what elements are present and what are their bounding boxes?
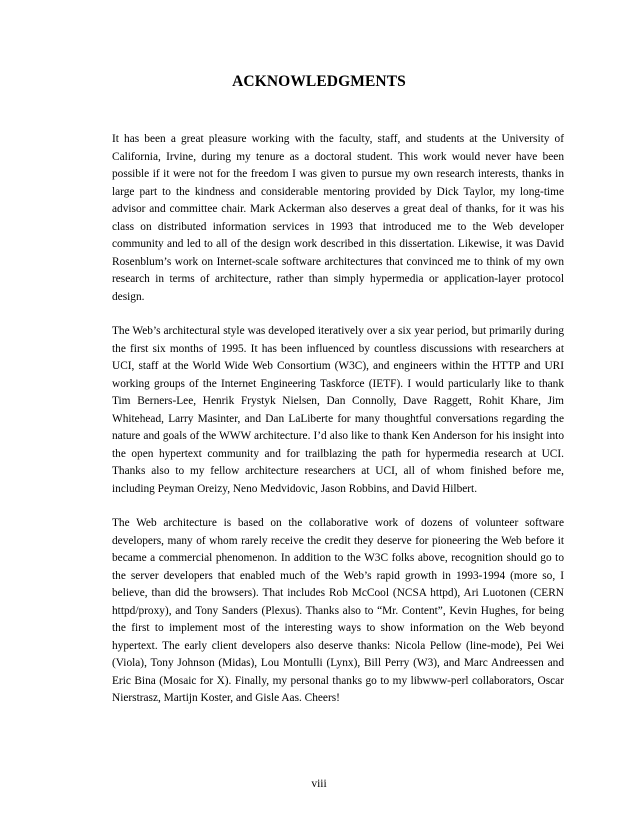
paragraph-web-architecture-contributors: The Web’s architectural style was developed iteratively over a six year period, but primarily during the first six months of 1995. It has been influenced by countless discussions with researchers at UCI, staff at the World Wide Web Consortium (W3C), and engineers within the HTTP and URI working groups of the Internet Engineering Taskforce (IETF). I would particularly like to thank Tim Berners-Lee, Henrik Frystyk Nielsen, Dan Connolly, Dave Raggett, Rohit Khare, Jim Whitehead, Larry Masinter, and Dan LaLiberte for many thoughtful conversations regarding the nature and goals of the WWW architecture. I’d also like to thank Ken Anderson for his insight into the open hypertext community and for trailblazing the path for hypermedia research at UCI. Thanks also to my fellow architecture researchers at UCI, all of whom finished before me, including Peyman Oreizy, Neno Medvidovic, Jason Robbins, and David Hilbert.	[112, 325, 564, 495]
paragraph-volunteer-developers: The Web architecture is based on the collaborative work of dozens of volunteer software developers, many of whom rarely receive the credit they deserve for pioneering the Web before it became a commercial phenomenon. In addition to the W3C folks above, recognition should go to the server developers that enabled much of the Web’s rapid growth in 1993-1994 (more so, I believe, than did the browsers). That includes Rob McCool (NCSA httpd), Ari Luotonen (CERN httpd/proxy), and Tony Sanders (Plexus). Thanks also to “Mr. Content”, Kevin Hughes, for being the first to implement most of the interesting ways to show information on the Web beyond hypertext. The early client developers also deserve thanks: Nicola Pellow (line-mode), Pei Wei (Viola), Tony Johnson (Midas), Lou Montulli (Lynx), Bill Perry (W3), and Marc Andreessen and Eric Bina (Mosaic for X). Finally, my personal thanks go to my libwww-perl collaborators, Oscar Nierstrasz, Martijn Koster, and Gisle Aas. Cheers!	[112, 517, 564, 704]
page-title: ACKNOWLEDGMENTS	[232, 73, 406, 90]
page-number: viii	[311, 778, 327, 790]
paragraph-advisors: It has been a great pleasure working with the faculty, staff, and students at the University of California, Irvine, during my tenure as a doctoral student. This work would never have been possible if it were not for the freedom I was given to pursue my own research interests, thanks in large part to the kindness and considerable mentoring provided by Dick Taylor, my long-time advisor and committee chair. Mark Ackerman also deserves a great deal of thanks, for it was his class on distributed information services in 1993 that introduced me to the Web developer community and led to all of the design work described in this dissertation. Likewise, it was David Rosenblum’s work on Internet-scale software architectures that convinced me to think of my own research in terms of architecture, rather than simply hypermedia or application-layer protocol design.	[112, 133, 564, 303]
acknowledgments-body	[112, 131, 564, 725]
